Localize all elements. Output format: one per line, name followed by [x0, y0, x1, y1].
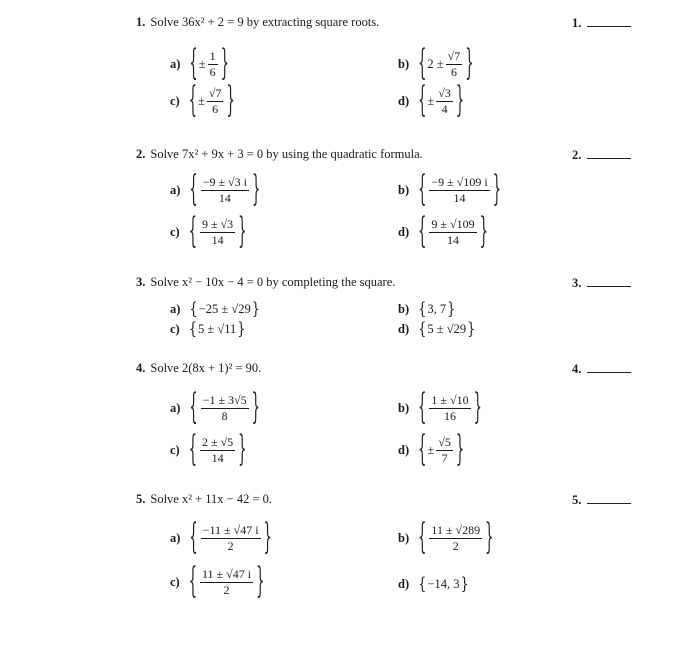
- answer-line[interactable]: [587, 491, 631, 504]
- right-brace: }: [465, 44, 474, 85]
- choice-label: b): [398, 401, 410, 415]
- choice-5a[interactable]: [170, 518, 273, 559]
- choice-1d[interactable]: [398, 81, 465, 122]
- choice-2c[interactable]: [170, 212, 247, 253]
- left-brace: {: [418, 574, 427, 595]
- denominator: 14: [453, 191, 466, 205]
- answer-blank-2[interactable]: [572, 146, 631, 163]
- numerator: 2 ± √5: [202, 435, 234, 449]
- solution-set: [188, 212, 248, 253]
- choice-2b[interactable]: [398, 170, 502, 211]
- denominator: 14: [218, 191, 231, 205]
- choice-prefix: 2 ±: [427, 57, 444, 71]
- right-brace: }: [455, 430, 465, 471]
- choice-prefix: ±: [198, 94, 205, 108]
- question-prompt: Solve 36x² + 2 = 9 by extracting square roots.: [150, 15, 380, 29]
- fraction: [429, 394, 470, 423]
- right-brace: }: [263, 518, 272, 559]
- fraction: [436, 436, 453, 465]
- choice-label: b): [398, 183, 410, 197]
- right-brace: }: [447, 299, 456, 320]
- solution-set: [417, 44, 474, 85]
- left-brace: {: [418, 44, 427, 85]
- answer-line[interactable]: [587, 360, 631, 373]
- answer-blank-label: 2.: [572, 148, 582, 162]
- numerator: 11 ± √47 i: [202, 567, 252, 581]
- fraction: [201, 524, 261, 553]
- denominator: 2: [227, 539, 234, 553]
- left-brace: {: [188, 212, 197, 253]
- choice-4b[interactable]: [398, 388, 483, 429]
- right-brace: }: [460, 574, 469, 595]
- denominator: 7: [441, 451, 448, 465]
- fraction: [200, 436, 235, 465]
- choice-label: c): [170, 225, 180, 239]
- right-brace: }: [492, 170, 501, 211]
- denominator: 8: [221, 409, 228, 423]
- denominator: 14: [211, 451, 224, 465]
- solution-set: [188, 430, 248, 471]
- choice-label: c): [170, 575, 180, 589]
- right-brace: }: [485, 518, 494, 559]
- left-brace: {: [188, 81, 197, 122]
- fraction: [429, 524, 482, 553]
- answer-blank-label: 1.: [572, 16, 582, 30]
- solution-set: [188, 81, 236, 122]
- answer-blank-4[interactable]: [572, 360, 631, 377]
- solution-set: [188, 518, 272, 559]
- choice-label: a): [170, 531, 181, 545]
- question-number: 3.: [136, 275, 146, 289]
- answer-blank-label: 4.: [572, 362, 582, 376]
- right-brace: }: [251, 388, 260, 429]
- left-brace: {: [189, 170, 198, 211]
- denominator: 2: [223, 583, 230, 597]
- fraction: [201, 176, 249, 205]
- choice-3b[interactable]: [398, 299, 456, 320]
- numerator: 9 ± √3: [202, 217, 234, 231]
- choice-prefix: ±: [427, 443, 435, 457]
- question-prompt: Solve 2(8x + 1)² = 90.: [150, 361, 262, 375]
- question-number: 4.: [136, 361, 146, 375]
- solution-set: [417, 319, 476, 340]
- right-brace: }: [237, 319, 246, 340]
- solution-set: [188, 319, 247, 340]
- solution-set: [417, 299, 456, 320]
- denominator: 2: [452, 539, 459, 553]
- question-1: [136, 14, 379, 30]
- fraction: [208, 50, 218, 79]
- fraction: [200, 218, 235, 247]
- left-brace: {: [418, 170, 427, 211]
- choice-1b[interactable]: [398, 44, 475, 85]
- choice-3a[interactable]: [170, 299, 261, 320]
- choice-label: a): [170, 401, 181, 415]
- left-brace: {: [188, 430, 197, 471]
- choice-value: 5 ± √11: [198, 322, 237, 336]
- numerator: 9 ± √109: [431, 217, 475, 231]
- choice-label: c): [170, 443, 180, 457]
- denominator: 14: [446, 233, 459, 247]
- numerator: −1 ± 3√5: [202, 393, 247, 407]
- left-brace: {: [188, 319, 197, 340]
- choice-label: b): [398, 531, 410, 545]
- right-brace: }: [473, 388, 482, 429]
- left-brace: {: [189, 299, 198, 320]
- solution-set: [188, 44, 229, 85]
- choice-5c[interactable]: [170, 562, 265, 603]
- left-brace: {: [189, 44, 198, 85]
- left-brace: {: [418, 430, 427, 471]
- choice-2d[interactable]: [398, 212, 489, 253]
- choice-label: a): [170, 183, 181, 197]
- choice-prefix: ±: [427, 94, 435, 108]
- solution-set: [417, 388, 483, 429]
- choice-4a[interactable]: [170, 388, 261, 429]
- choice-value: 5 ± √29: [427, 322, 467, 336]
- choice-3c[interactable]: [170, 319, 247, 340]
- fraction: [200, 568, 253, 597]
- question-prompt: Solve 7x² + 9x + 3 = 0 by using the quadratic formula.: [150, 147, 423, 161]
- right-brace: }: [220, 44, 229, 85]
- right-brace: }: [479, 212, 488, 253]
- answer-blank-1[interactable]: [572, 14, 631, 31]
- solution-set: [417, 574, 470, 595]
- answer-line[interactable]: [587, 274, 631, 287]
- fraction: [436, 87, 453, 116]
- denominator: 6: [209, 65, 216, 79]
- solution-set: [188, 299, 261, 320]
- solution-set: [188, 562, 266, 603]
- solution-set: [188, 388, 261, 429]
- choice-4c[interactable]: [170, 430, 247, 471]
- choice-label: c): [170, 322, 180, 336]
- denominator: 14: [211, 233, 224, 247]
- right-brace: }: [238, 430, 247, 471]
- question-number: 2.: [136, 147, 146, 161]
- choice-2a[interactable]: [170, 170, 261, 211]
- answer-line[interactable]: [587, 146, 631, 159]
- choice-label: a): [170, 57, 181, 71]
- fraction: [429, 218, 476, 247]
- left-brace: {: [418, 299, 427, 320]
- solution-set: [417, 212, 489, 253]
- left-brace: {: [189, 518, 198, 559]
- choice-1c[interactable]: [170, 81, 236, 122]
- left-brace: {: [418, 319, 427, 340]
- numerator: 11 ± √289: [431, 523, 481, 537]
- left-brace: {: [418, 518, 427, 559]
- choice-prefix: ±: [198, 57, 206, 71]
- answer-blank-label: 5.: [572, 493, 582, 507]
- left-brace: {: [188, 562, 197, 603]
- numerator: −9 ± √3 i: [202, 175, 247, 189]
- left-brace: {: [418, 212, 427, 253]
- left-brace: {: [418, 81, 427, 122]
- denominator: 6: [450, 65, 457, 79]
- choice-4d[interactable]: [398, 430, 465, 471]
- fraction: [446, 50, 463, 79]
- choice-value: −25 ± √29: [198, 302, 251, 316]
- right-brace: }: [251, 170, 261, 211]
- fraction: [429, 176, 489, 205]
- choice-label: d): [398, 225, 410, 239]
- choice-label: a): [170, 302, 181, 316]
- left-brace: {: [189, 388, 198, 429]
- numerator: √7: [208, 86, 222, 100]
- choice-label: b): [398, 302, 410, 316]
- choice-1a[interactable]: [170, 44, 230, 85]
- choice-label: d): [398, 322, 410, 336]
- numerator: √7: [447, 49, 461, 63]
- choice-3d[interactable]: [398, 319, 476, 340]
- numerator: 1: [209, 49, 216, 63]
- numerator: √3: [438, 86, 451, 100]
- choice-5d[interactable]: [398, 574, 470, 595]
- solution-set: [417, 170, 502, 211]
- numerator: −11 ± √47 i: [202, 523, 259, 537]
- right-brace: }: [467, 319, 476, 340]
- question-3: [136, 274, 395, 290]
- choice-value: −14, 3: [427, 577, 460, 591]
- question-number: 1.: [136, 15, 146, 29]
- right-brace: }: [226, 81, 235, 122]
- question-prompt: Solve x² − 10x − 4 = 0 by completing the square.: [150, 275, 396, 289]
- question-prompt: Solve x² + 11x − 42 = 0.: [150, 492, 273, 506]
- choice-5b[interactable]: [398, 518, 494, 559]
- numerator: 1 ± √10: [431, 393, 469, 407]
- choice-label: d): [398, 94, 410, 108]
- solution-set: [188, 170, 261, 211]
- choice-label: c): [170, 94, 180, 108]
- question-4: [136, 360, 261, 376]
- question-5: [136, 491, 272, 507]
- choice-label: b): [398, 57, 410, 71]
- answer-blank-5[interactable]: [572, 491, 631, 508]
- choice-label: d): [398, 577, 410, 591]
- question-number: 5.: [136, 492, 146, 506]
- solution-set: [417, 518, 494, 559]
- fraction: [201, 394, 249, 423]
- right-brace: }: [238, 212, 247, 253]
- right-brace: }: [251, 299, 261, 320]
- denominator: 16: [443, 409, 456, 423]
- numerator: √5: [438, 435, 451, 449]
- right-brace: }: [256, 562, 265, 603]
- choice-value: 3, 7: [427, 302, 447, 316]
- answer-blank-label: 3.: [572, 276, 582, 290]
- answer-blank-3[interactable]: [572, 274, 631, 291]
- answer-line[interactable]: [587, 14, 631, 27]
- left-brace: {: [418, 388, 427, 429]
- right-brace: }: [455, 81, 465, 122]
- numerator: −9 ± √109 i: [431, 175, 488, 189]
- fraction: [207, 87, 224, 116]
- question-2: [136, 146, 423, 162]
- solution-set: [417, 81, 465, 122]
- denominator: 6: [212, 102, 219, 116]
- denominator: 4: [441, 102, 448, 116]
- solution-set: [417, 430, 465, 471]
- choice-label: d): [398, 443, 410, 457]
